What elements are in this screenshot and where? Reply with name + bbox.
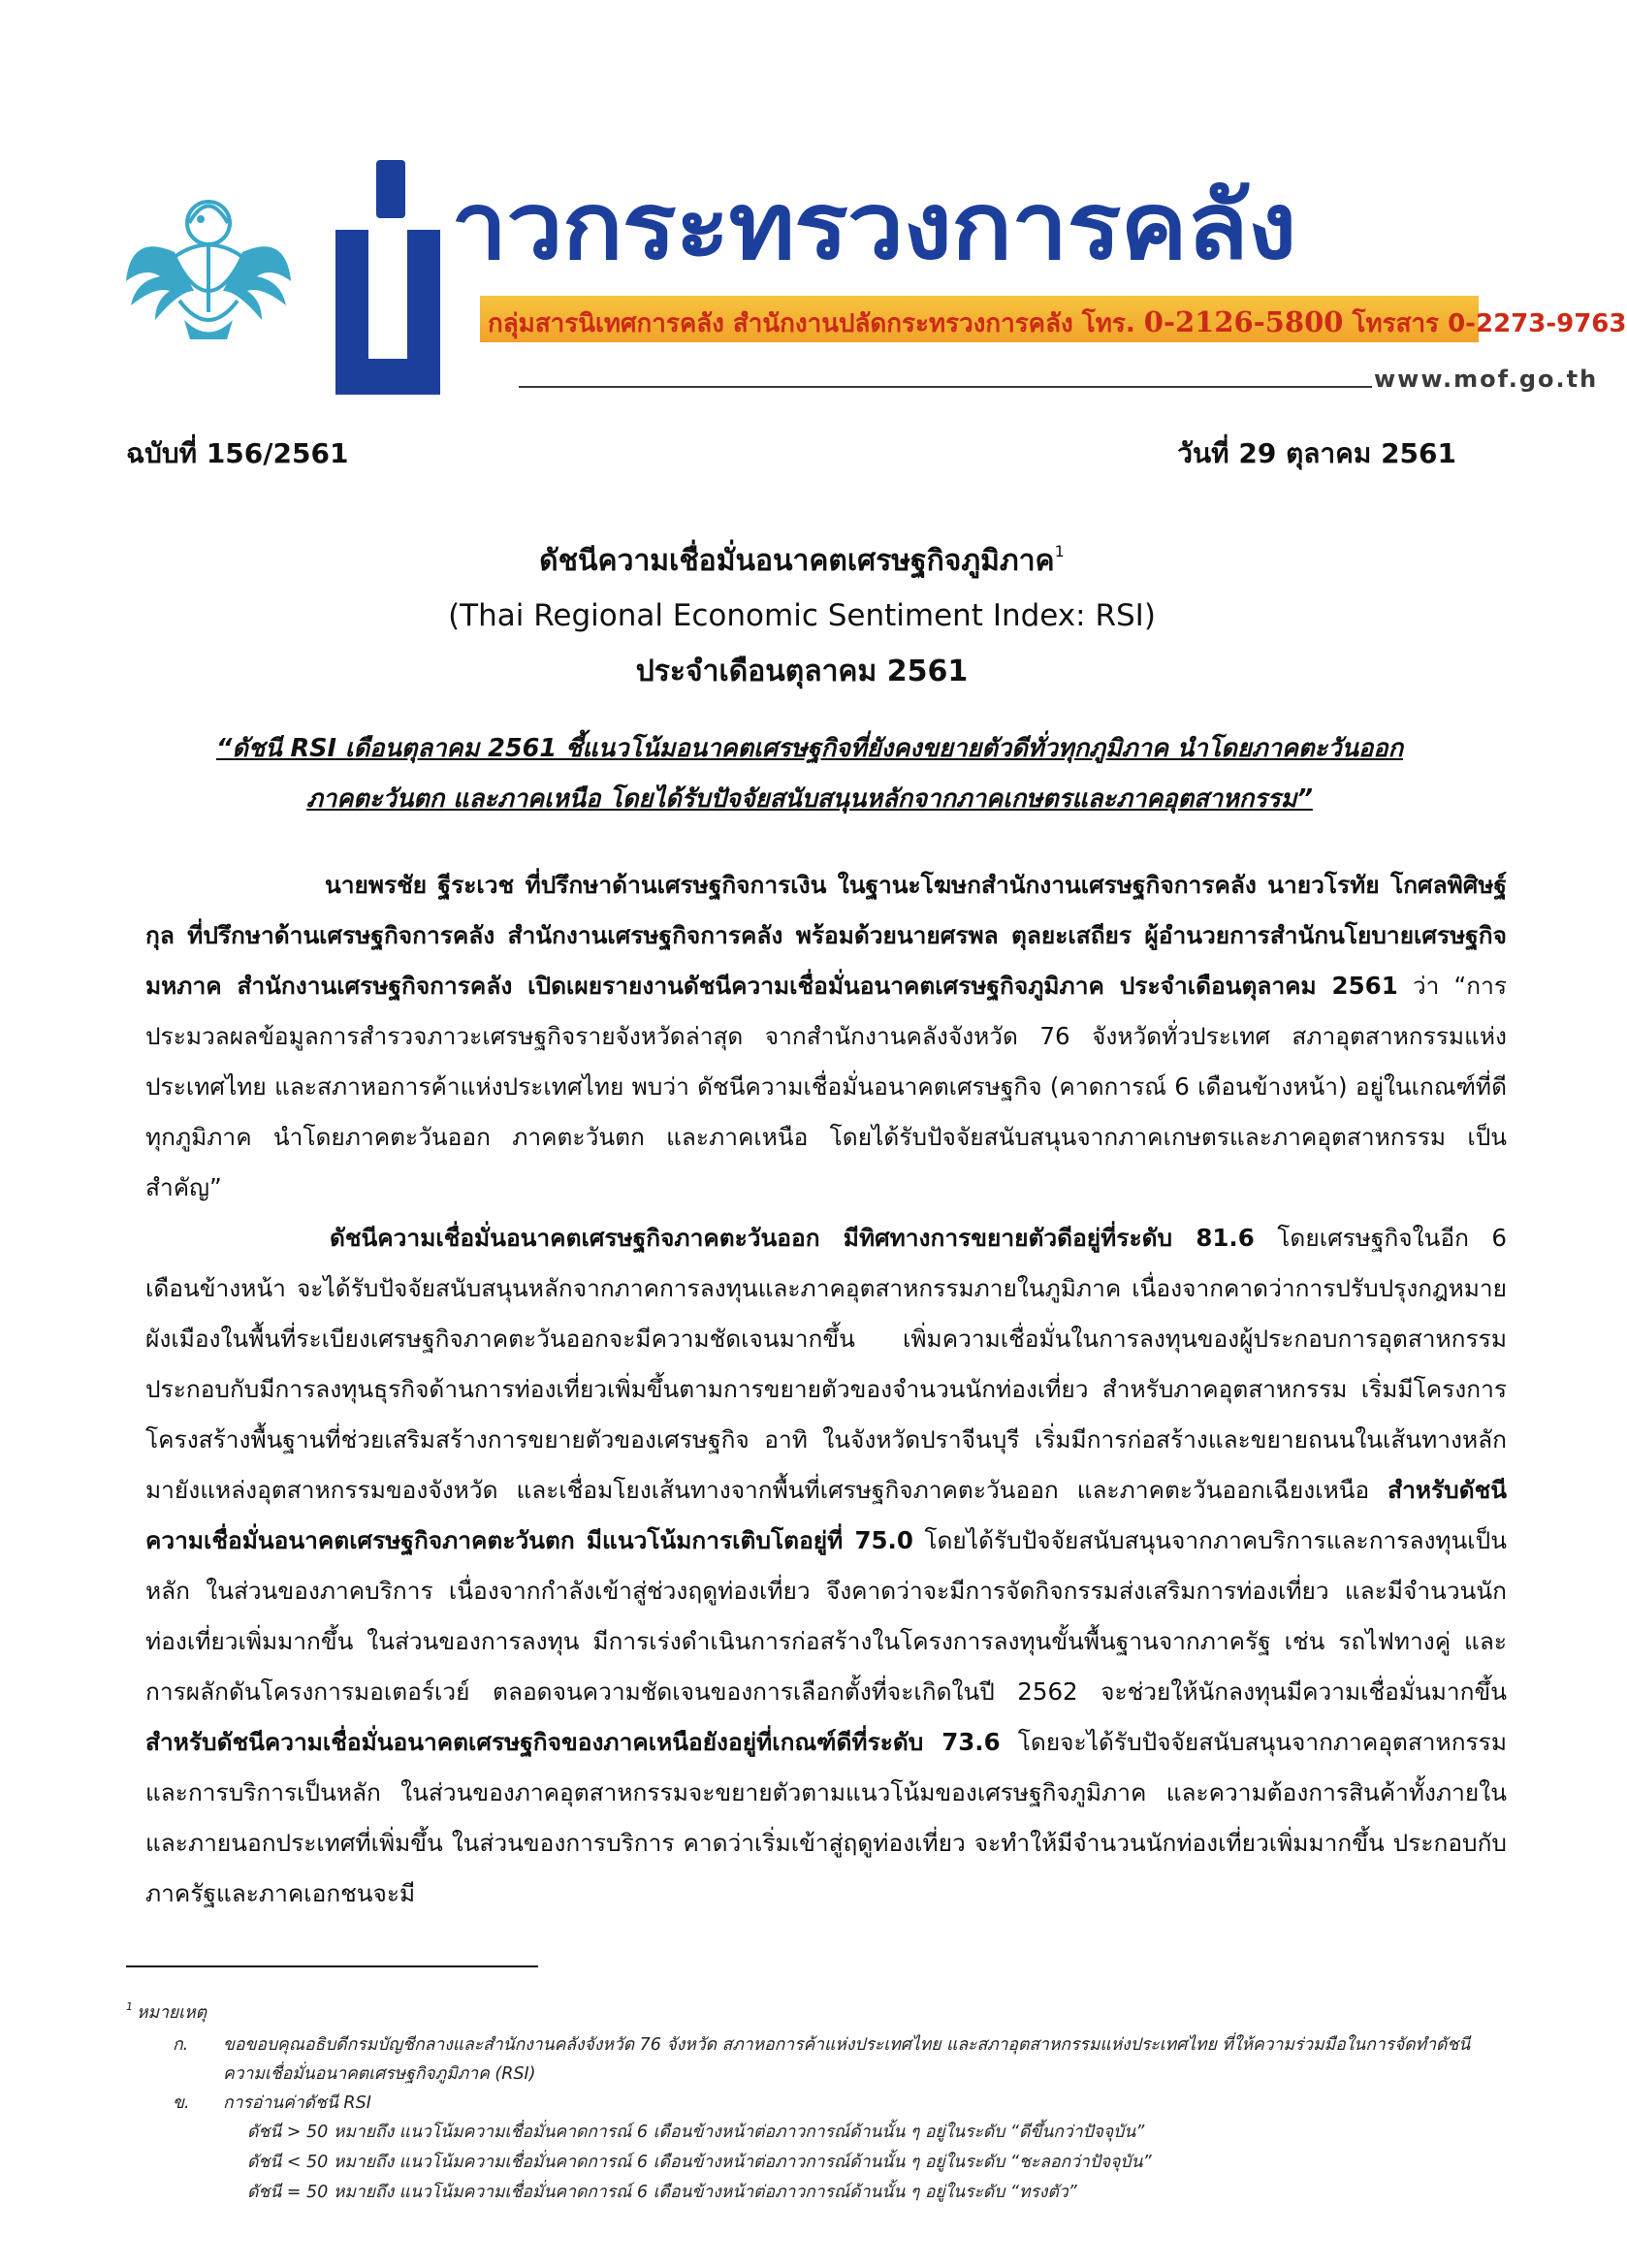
paragraph-1-bold: นายพรชัย ฐีระเวช ที่ปรึกษาด้านเศรษฐกิจการเงิน ในฐานะโฆษกสำนักงานเศรษฐกิจการคลัง นายวโรทัย โกศลพิศิษฐ์กุล ที่ปรึกษาด้านเศรษฐกิจการคลัง สำนักงานเศรษฐกิจการคลัง พร้อมด้วยนายศรพล ตุลยะเสถียร ผู้อำนวยการสำนักนโยบายเศรษฐกิจมหภาค สำนักงานเศรษฐกิจการคลัง เปิดเผยรายงานดัชนีความเชื่อมั่นอนาคตเศรษฐกิจภูมิภาค ประจำเดือนตุลาคม 2561 [145,871,1507,1000]
footnote-b-marker: ข. [173,2093,190,2113]
north-index-text: โดยจะได้รับปัจจัยสนับสนุนจากภาคอุตสาหกรรมและการบริการเป็นหลัก ในส่วนของภาคอุตสาหกรรมจะขยายตัวตามแนวโน้มของเศรษฐกิจภูมิภาค และความต้องการสินค้าทั้งภายในและภายนอกประเทศที่เพิ่มขึ้น ในส่วนของการบริการ คาดว่าเริ่มเข้าสู่ฤดูท่องเที่ยว จะทำให้มีจำนวนนักท่องเที่ยวเพิ่มมากขึ้น ประกอบกับภาครัฐและภาคเอกชนจะมี [145,1728,1507,1907]
rsi-reading-above-50: ดัชนี > 50 หมายถึง แนวโน้มความเชื่อมั่นคาดการณ์ 6 เดือนข้างหน้าต่อภาวการณ์ด้านนั้น ๆ อยู่ในระดับ “ดีขึ้นกว่าปัจจุบัน” [247,2123,1145,2142]
brand-title: าวกระทรวงการคลัง [451,171,1296,280]
rsi-reading-equal-50: ดัชนี = 50 หมายถึง แนวโน้มความเชื่อมั่นคาดการณ์ 6 เดือนข้างหน้าต่อภาวการณ์ด้านนั้น ๆ อยู่ในระดับ “ทรงตัว” [247,2183,1077,2202]
title-month: ประจำเดือนตุลาคม 2561 [635,655,969,688]
paragraph-1 [145,860,1507,1213]
contact-org: กลุ่มสารนิเทศการคลัง สำนักงานปลัดกระทรวงการคลัง โทร. [488,309,1135,338]
article-body [145,860,1507,1919]
quote-line-2: ภาคตะวันตก และภาคเหนือ โดยได้รับปัจจัยสนับสนุนหลักจากภาคเกษตรและภาคอุตสาหกรรม” [306,784,1313,814]
west-index-text: โดยได้รับปัจจัยสนับสนุนจากภาคบริการและการลงทุนเป็นหลัก ในส่วนของภาคบริการ เนื่องจากกำลังเข้าสู่ช่วงฤดูท่องเที่ยว จึงคาดว่าจะมีการจัดกิจกรรมส่งเสริมการท่องเที่ยว และมีจำนวนนักท่องเที่ยวเพิ่มมากขึ้น ในส่วนของการลงทุน มีการเร่งดำเนินการก่อสร้างในโครงการลงทุนขั้นพื้นฐานจากภาครัฐ เช่น รถไฟทางคู่ และการผลักดันโครงการมอเตอร์เวย์ ตลอดจนความชัดเจนของการเลือกตั้งที่จะเกิดในปี 2562 จะช่วยให้นักลงทุนมีความเชื่อมั่นมากขึ้น [145,1526,1507,1706]
phone-number: 0-2126-5800 [1143,305,1344,338]
title-english: (Thai Regional Economic Sentiment Index: RSI) [448,598,1156,633]
issue-number: ฉบับที่ 156/2561 [126,437,349,469]
garuda-emblem-icon [121,184,296,344]
website-rule [519,386,1372,388]
footnotes [126,1990,1503,2208]
document-title [145,524,1458,699]
title-thai: ดัชนีความเชื่อมั่นอนาคตเศรษฐกิจภูมิภาค$^1$ [539,542,1065,578]
footnote-a-marker: ก. [173,2035,189,2055]
footnote-item-b [126,2089,1503,2118]
footnote-item-a [126,2030,1503,2089]
newsletter-header [121,131,1627,398]
paragraph-1-text: ว่า “การประมวลผลข้อมูลการสำรวจภาวะเศรษฐกิจรายจังหวัดล่าสุด จากสำนักงานคลังจังหวัด 76 จังหวัดทั่วประเทศ สภาอุตสาหกรรมแห่งประเทศไทย และสภาหอการค้าแห่งประเทศไทย พบว่า ดัชนีความเชื่อมั่นอนาคตเศรษฐกิจ (คาดการณ์ 6 เดือนข้างหน้า) อยู่ในเกณฑ์ที่ดีทุกภูมิภาค นำโดยภาคตะวันออก ภาคตะวันตก และภาคเหนือ โดยได้รับปัจจัยสนับสนุนจากภาคเกษตรและภาคอุตสาหกรรม เป็นสำคัญ” [145,972,1507,1201]
west-index-bold: สำหรับดัชนีความเชื่อมั่นอนาคตเศรษฐกิจภาคตะวันตก มีแนวโน้มการเติบโตอยู่ที่ 75.0 [145,1476,1507,1554]
brand-letter-icon [330,160,446,398]
footnote-marker[interactable]: 1 [1054,542,1065,560]
fax-number: 0-2273-9763 [1448,309,1627,338]
east-index-bold: ดัชนีความเชื่อมั่นอนาคตเศรษฐกิจภาคตะวันออก มีทิศทางการขยายตัวดีอยู่ที่ระดับ 81.6 [330,1224,1255,1252]
rsi-reading-below-50: ดัชนี < 50 หมายถึง แนวโน้มความเชื่อมั่นคาดการณ์ 6 เดือนข้างหน้าต่อภาวการณ์ด้านนั้น ๆ อยู่ในระดับ “ชะลอกว่าปัจจุบัน” [247,2153,1152,2172]
quote-line-1: “ดัชนี RSI เดือนตุลาคม 2561 ชี้แนวโน้มอนาคตเศรษฐกิจที่ยังคงขยายตัวดีทั่วทุกภูมิภาค นำโดยภาคตะวันออก [215,734,1404,763]
footnote-divider [126,1965,538,1967]
footnote-a-text: ขอขอบคุณอธิบดีกรมบัญชีกลางและสำนักงานคลังจังหวัด 76 จังหวัด สภาหอการค้าแห่งประเทศไทย และสภาอุตสาหกรรมแห่งประเทศไทย ที่ให้ความร่วมมือในการจัดทำดัชนีความเชื่อมั่นอนาคตเศรษฐกิจภูมิภาค (RSI) [223,2035,1471,2084]
fax-label: โทรสาร [1352,309,1440,338]
website-link[interactable]: www.mof.go.th [1374,366,1599,393]
north-index-bold: สำหรับดัชนีความเชื่อมั่นอนาคตเศรษฐกิจของภาคเหนือยังอยู่ที่เกณฑ์ดีที่ระดับ 73.6 [145,1728,1001,1756]
paragraph-2 [145,1213,1507,1919]
footnote-heading: $^1$ หมายเหตุ [126,2000,207,2023]
east-index-text: โดยเศรษฐกิจในอีก 6 เดือนข้างหน้า จะได้รับปัจจัยสนับสนุนหลักจากภาคการลงทุนและภาคอุตสาหกรรมภายในภูมิภาค เนื่องจากคาดว่าการปรับปรุงกฎหมายผังเมืองในพื้นที่ระเบียงเศรษฐกิจภาคตะวันออกจะมีความชัดเจนมากขึ้น เพิ่มความเชื่อมั่นในการลงทุนของผู้ประกอบการอุตสาหกรรม ประกอบกับมีการลงทุนธุรกิจด้านการท่องเที่ยวเพิ่มขึ้นตามการขยายตัวของจำนวนนักท่องเที่ยว สำหรับภาคอุตสาหกรรม เริ่มมีโครงการโครงสร้างพื้นฐานที่ช่วยเสริมสร้างการขยายตัวของเศรษฐกิจ อาทิ ในจังหวัดปราจีนบุรี เริ่มมีการก่อสร้างและขยายถนนในเส้นทางหลักมายังแหล่งอุตสาหกรรมของจังหวัด และเชื่อมโยงเส้นทางจากพื้นที่เศรษฐกิจภาคตะวันออก และภาคตะวันออกเฉียงเหนือ [145,1224,1507,1504]
issue-date: วันที่ 29 ตุลาคม 2561 [1177,437,1456,469]
footnote-b-text: การอ่านค่าดัชนี RSI [223,2093,371,2113]
headline-quote [145,723,1474,824]
contact-info [488,303,1627,343]
